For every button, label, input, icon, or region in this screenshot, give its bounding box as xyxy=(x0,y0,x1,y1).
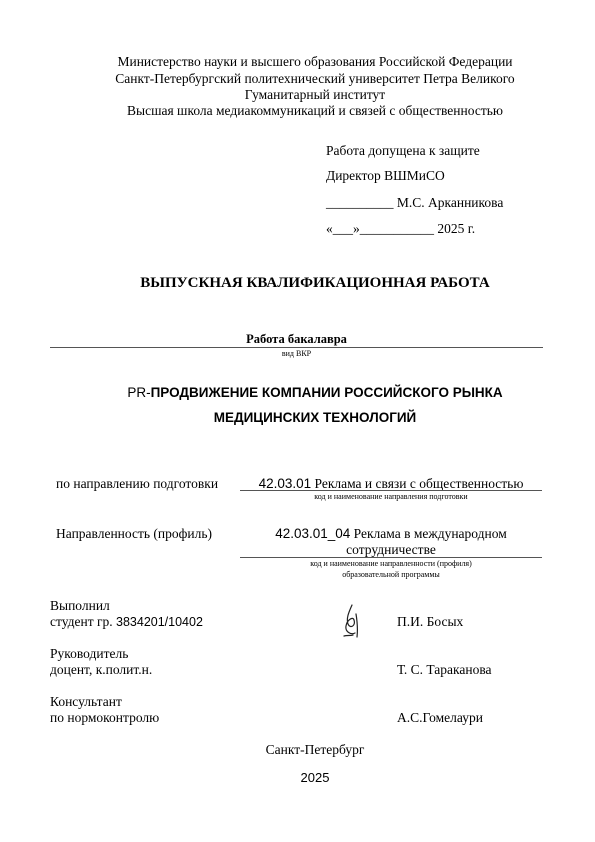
profile-value-line-1 xyxy=(240,526,542,542)
work-type-underline xyxy=(50,347,543,348)
school-line: Высшая школа медиакоммуникаций и связей с общественностью xyxy=(127,103,503,118)
topic-line-1 xyxy=(0,385,595,401)
supervisor-title: доцент, к.полит.н. xyxy=(50,662,153,677)
direction-name: Реклама и связи с общественностью xyxy=(311,476,524,491)
university-line: Санкт-Петербургский политехнический университет Петра Великого xyxy=(115,71,515,86)
profile-name-2: сотрудничестве xyxy=(346,542,436,557)
footer-city: Санкт-Петербург xyxy=(265,742,365,757)
approval-admitted: Работа допущена к защите xyxy=(326,143,480,158)
student-title-prefix: студент гр. xyxy=(50,614,117,629)
student-role: Выполнил xyxy=(50,598,110,613)
profile-underline xyxy=(240,557,542,558)
profile-caption-2: образовательной программы xyxy=(342,570,440,579)
topic-prefix: PR- xyxy=(127,385,151,400)
student-title xyxy=(50,614,203,630)
student-name: П.И. Босых xyxy=(397,614,464,629)
supervisor-role: Руководитель xyxy=(50,646,129,661)
approval-date: «___»___________ 2025 г. xyxy=(326,221,476,236)
topic-line-2: МЕДИЦИНСКИХ ТЕХНОЛОГИЙ xyxy=(213,410,417,425)
document-title: ВЫПУСКНАЯ КВАЛИФИКАЦИОННАЯ РАБОТА xyxy=(140,275,490,291)
supervisor-name: Т. С. Тараканова xyxy=(397,662,492,677)
consultant-name: А.С.Гомелаури xyxy=(397,710,483,725)
footer-year: 2025 xyxy=(300,770,330,785)
institute-line: Гуманитарный институт xyxy=(244,87,386,102)
profile-code: 42.03.01_04 xyxy=(275,526,351,541)
consultant-role: Консультант xyxy=(50,694,122,709)
profile-caption-1: код и наименование направленности (профиля) xyxy=(310,559,472,568)
ministry-line: Министерство науки и высшего образования Российской Федерации xyxy=(117,54,513,69)
approval-director: Директор ВШМиСО xyxy=(326,168,445,183)
direction-underline xyxy=(240,490,542,491)
work-type-caption: вид ВКР xyxy=(281,349,312,358)
topic-line-1-text: ПРОДВИЖЕНИЕ КОМПАНИИ РОССИЙСКОГО РЫНКА xyxy=(150,385,503,400)
direction-caption: код и наименование направления подготовки xyxy=(314,492,468,501)
signature-image xyxy=(338,602,368,640)
approval-signature: __________ М.С. Арканникова xyxy=(326,195,504,210)
consultant-title: по нормоконтролю xyxy=(50,710,160,725)
direction-code: 42.03.01 xyxy=(258,476,312,491)
direction-label: по направлению подготовки xyxy=(56,476,219,491)
profile-name-1: Реклама в международном xyxy=(350,526,507,541)
student-group: 3834201/10402 xyxy=(116,615,203,629)
work-type: Работа бакалавра xyxy=(246,332,347,346)
profile-label: Направленность (профиль) xyxy=(56,526,212,541)
